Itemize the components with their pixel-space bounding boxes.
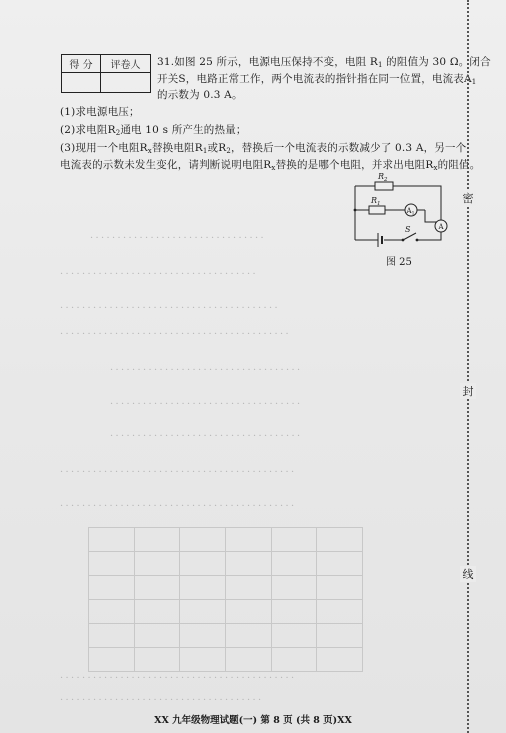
question-part-2: (2)求电阻$R_2$通电 10 s 所产生的热量； bbox=[60, 124, 247, 137]
question-line-2: 开关S，电路正常工作，两个电流表的指针指在同一位置，电流表$A_1$ bbox=[157, 73, 477, 86]
question-part-1: (1)求电源电压； bbox=[60, 106, 140, 118]
label-a1: A bbox=[406, 207, 412, 215]
svg-text:R1: $R_1$ bbox=[371, 196, 381, 207]
question-line-3: 的示数为 0.3 A。 bbox=[157, 89, 243, 101]
seal-char-mi: 密 bbox=[460, 190, 476, 206]
question-part-3-line-1: (3)现用一个电阻$R_x$替换电阻$R_1$或$R_2$，替换后一个电流表的示数减少了 0.3 A，另一个 bbox=[60, 142, 467, 155]
bleed-table bbox=[88, 527, 363, 672]
resistor-r2 bbox=[375, 182, 393, 190]
circuit-diagram bbox=[345, 170, 457, 252]
svg-text:A1: $A_1$ bbox=[406, 207, 415, 217]
page-footer: XX 九年级物理试题(一) 第 8 页 (共 8 页)XX bbox=[154, 715, 352, 726]
resistor-r1 bbox=[369, 206, 385, 214]
svg-text:R2: $R_2$ bbox=[378, 172, 388, 183]
switch-s bbox=[403, 233, 416, 240]
question-part-3-line-2: 电流表的示数未发生变化，请判断说明电阻$R_x$替换的是哪个电阻，并求出电阻$R_x$的阻值。 bbox=[60, 159, 481, 172]
figure-caption: 图 25 bbox=[386, 257, 412, 268]
question-line-1: 31.如图 25 所示，电源电压保持不变，电阻 $R_1$ 的阻值为 30 Ω。闭合 bbox=[157, 56, 491, 69]
grader-label: 评卷人 bbox=[101, 55, 151, 73]
exam-page: ．．．．．．．．．．．．．．．．．．．．．．．．．．．．．．．． ．．．．．．．．．．．．．．．．．．．．．．．．．．．．．．．．．．．． ．．．．．．．．．．．．．．．．．．．．．．．．．．．．．．．．．．．．．．．． ．．．．．．．．．．．．．．．．．．．．．．．．．．．．．．．．．．．．．．．．．． ．．．．．．．．．．．．．．．．．．．．．．．．．．．．．．．．．．． ．．．．．．．．．．．．．．．．．．．．．．．．．．．．．．．．．．． ．．．．．．．．．．．．．．．．．．．．．．．．．．．．．．．．．．． ．．．．．．．．．．．．．．．．．．．．．．．．．．．．．．．．．．．．．．．．．．． ．．．．．．．．．．．．．．．．．．．．．．．．．．．．．．．．．．．．．．．．．．． ．．．．．．．．．．．．．．．．．．．．．．．．．．．．．．．．．．．．．．．．．．． ．．．．．．．．．．．．．．．．．．．．．．．．．．．．．．．．．．．．． 得 分 评卷人 31.如图 25 所示，电源电压保持不变，电阻 $R_1$ 的阻值为 30 Ω。闭合 开关S，电路正常工作，两个电流表的指针指在同一位置，电流表$A_1$ 的示数为 0.3 A。 (1)求电源电压； (2)求电阻$R_2$通电 10 s 所产生的热量； (3)现用一个电阻$R_x$替换电阻$R_1$或$R_2$，替换后一个电流表的示数减少了 0.3 A，另一个 电流表的示数未发生变化，请判断说明电阻$R_x$替换的是哪个电阻，并求出电阻$R_x$的阻值。 $R_2$ $R_1$ $A_1$ A S 图 25 密 封 线 XX 九年级物理试题(一) 第 8 页 (共 8 页)XX bbox=[0, 0, 506, 733]
score-label: 得 分 bbox=[62, 55, 101, 73]
label-s: S bbox=[405, 225, 411, 234]
label-a: A bbox=[438, 223, 444, 231]
label-r2: R bbox=[378, 172, 385, 181]
seal-dotted-line bbox=[467, 0, 469, 733]
battery-symbol bbox=[378, 233, 382, 247]
seal-char-feng: 封 bbox=[460, 383, 476, 399]
label-r1: R bbox=[371, 196, 378, 205]
grader-cell bbox=[101, 73, 151, 93]
score-cell bbox=[62, 73, 101, 93]
score-box bbox=[61, 54, 151, 93]
seal-char-xian: 线 bbox=[460, 566, 476, 582]
